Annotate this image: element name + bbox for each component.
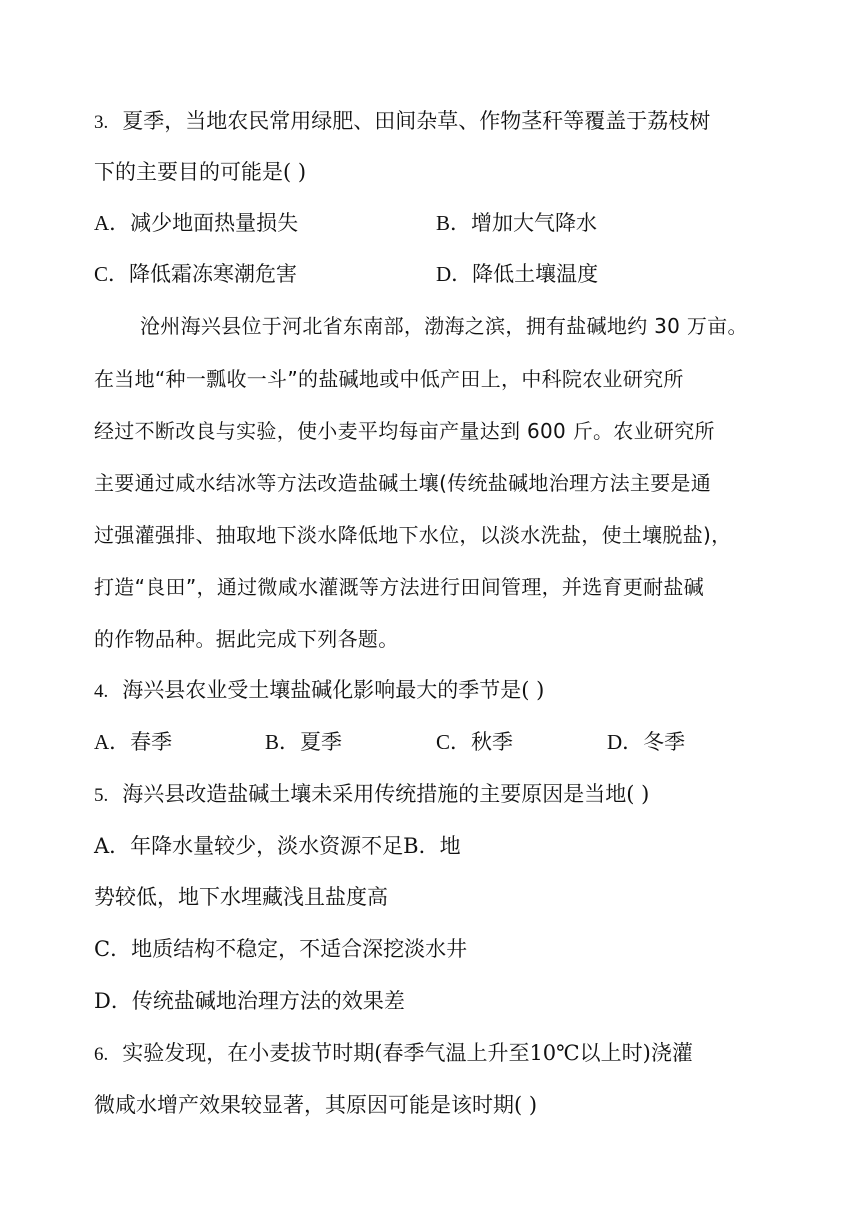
question-6-stem-1: 实验发现，在小麦拔节时期(春季气温上升至10℃以上时)浇灌 — [122, 1041, 693, 1065]
option-text: 降低土壤温度 — [472, 262, 599, 286]
option-label: B． — [265, 730, 301, 754]
question-4-line — [94, 675, 544, 705]
passage-line-5: 过强灌强排、抽取地下淡水降低地下水位，以淡水洗盐，使土壤脱盐)， — [94, 523, 732, 547]
question-4-stem: 海兴县农业受土壤盐碱化影响最大的季节是( ) — [122, 678, 545, 702]
passage-line-6: 打造“良田”，通过微咸水灌溉等方法进行田间管理，并选育更耐盐碱 — [94, 575, 705, 599]
question-3-line-1 — [94, 106, 710, 136]
question-5-option-a: A．年降水量较少，淡水资源不足B．地 — [94, 834, 461, 858]
option-label: D． — [607, 730, 644, 754]
question-4-option-c — [436, 727, 513, 757]
question-5-stem: 海兴县改造盐碱土壤未采用传统措施的主要原因是当地( ) — [122, 782, 650, 806]
option-text: 夏季 — [300, 730, 343, 754]
option-text: 秋季 — [471, 730, 514, 754]
option-label: B． — [436, 211, 472, 235]
option-label: D． — [436, 262, 473, 286]
option-text: 增加大气降水 — [471, 211, 598, 235]
option-text: 减少地面热量损失 — [130, 211, 299, 235]
question-5-option-b-continued: 势较低，地下水埋藏浅且盐度高 — [94, 885, 388, 909]
option-label: A． — [94, 730, 131, 754]
question-4-option-b — [265, 727, 342, 757]
option-label: C． — [436, 730, 472, 754]
question-6-line-2: 微咸水增产效果较显著，其原因可能是该时期( ) — [94, 1093, 538, 1117]
question-4-number: 4. — [94, 681, 109, 702]
question-3-option-d — [436, 259, 598, 289]
passage-line-7: 的作物品种。据此完成下列各题。 — [94, 627, 399, 651]
question-4-option-d — [607, 727, 685, 757]
option-text: 冬季 — [643, 730, 686, 754]
question-6-line-1 — [94, 1038, 693, 1068]
question-5-option-c: C．地质结构不稳定，不适合深挖淡水井 — [94, 937, 468, 961]
question-3-number: 3. — [94, 112, 109, 133]
question-3-option-c — [94, 259, 297, 289]
question-3-option-a — [94, 208, 298, 238]
question-3-option-b — [436, 208, 597, 238]
option-label: C． — [94, 262, 130, 286]
option-text: 春季 — [130, 730, 173, 754]
question-5-line — [94, 779, 649, 809]
question-6-number: 6. — [94, 1044, 109, 1065]
question-5-option-d: D．传统盐碱地治理方法的效果差 — [94, 989, 405, 1013]
question-3-stem-1: 夏季，当地农民常用绿肥、田间杂草、作物茎秆等覆盖于荔枝树 — [122, 109, 711, 133]
option-label: A． — [94, 211, 131, 235]
question-5-number: 5. — [94, 785, 109, 806]
option-text: 降低霜冻寒潮危害 — [129, 262, 298, 286]
passage-line-3: 经过不断改良与实验，使小麦平均每亩产量达到 600 斤。农业研究所 — [94, 419, 715, 443]
passage-line-2: 在当地“种一瓢收一斗”的盐碱地或中低产田上，中科院农业研究所 — [94, 367, 684, 391]
passage-line-1: 沧州海兴县位于河北省东南部，渤海之滨，拥有盐碱地约 30 万亩。 — [140, 314, 748, 338]
question-3-line-2: 下的主要目的可能是( ) — [94, 160, 307, 184]
passage-line-4: 主要通过咸水结冰等方法改造盐碱土壤(传统盐碱地治理方法主要是通 — [94, 471, 712, 495]
question-4-option-a — [94, 727, 172, 757]
